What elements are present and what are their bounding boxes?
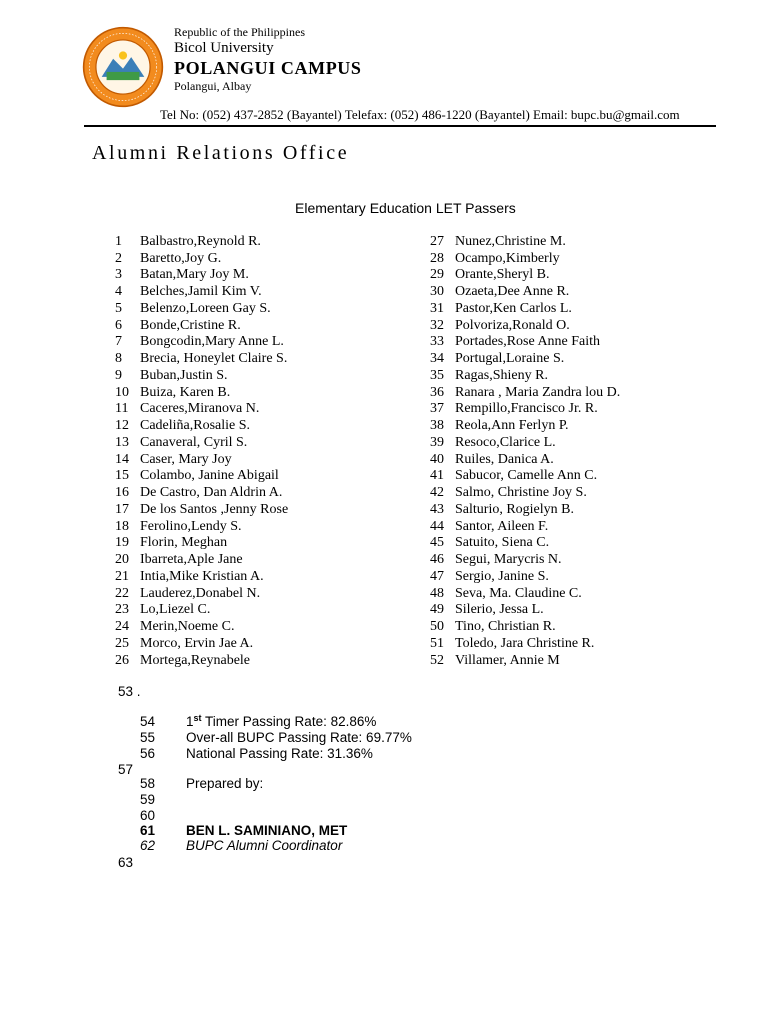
- list-item-name: Ruiles, Danica A.: [455, 451, 554, 467]
- list-item: [115, 451, 232, 468]
- line-number: 59: [140, 792, 156, 807]
- list-item: [430, 333, 601, 350]
- list-item-number: 44: [430, 518, 444, 534]
- list-item-number: 20: [115, 552, 129, 568]
- list-item-name: Polvoriza,Ronald O.: [455, 317, 570, 333]
- list-item: [115, 333, 284, 350]
- list-item-number: 32: [430, 317, 444, 333]
- list-item-number: 36: [430, 384, 444, 400]
- list-item-number: 1: [115, 234, 122, 249]
- list-item-number: 49: [430, 602, 444, 618]
- list-item-name: Nunez,Christine M.: [455, 234, 566, 249]
- document-title: Elementary Education LET Passers: [295, 200, 516, 216]
- list-item: [115, 417, 251, 434]
- list-item: [430, 568, 549, 585]
- list-item: [430, 317, 570, 334]
- list-item-name: Toledo, Jara Christine R.: [455, 635, 595, 651]
- list-item-number: 42: [430, 485, 444, 501]
- list-item-name: Mortega,Reynabele: [140, 652, 251, 668]
- list-item: [115, 534, 228, 551]
- list-item-name: Silerio, Jessa L.: [455, 602, 544, 618]
- list-item: [430, 585, 582, 602]
- list-item-name: Buban,Justin S.: [140, 367, 228, 383]
- list-item-number: 24: [115, 619, 129, 635]
- list-item: [430, 501, 574, 518]
- list-item-name: Batan,Mary Joy M.: [140, 267, 249, 283]
- list-item-name: Sergio, Janine S.: [455, 568, 549, 584]
- list-item-name: Bongcodin,Mary Anne L.: [140, 334, 284, 350]
- list-item-name: Santor, Aileen F.: [455, 518, 549, 534]
- list-item-number: 6: [115, 317, 122, 333]
- list-item-name: Sabucor, Camelle Ann C.: [455, 468, 598, 484]
- list-item-name: Lauderez,Donabel N.: [140, 585, 261, 601]
- list-item-number: 3: [115, 267, 122, 283]
- list-item: [430, 652, 560, 669]
- list-item: [115, 266, 249, 283]
- list-item-name: Satuito, Siena C.: [455, 535, 550, 551]
- list-item: [430, 601, 544, 618]
- list-item-name: Belches,Jamil Kim V.: [140, 284, 262, 300]
- overall-rate: Over-all BUPC Passing Rate: 69.77%: [186, 730, 412, 745]
- list-item-number: 9: [115, 367, 122, 383]
- list-item-number: 2: [115, 250, 122, 266]
- list-item-name: Morco, Ervin Jae A.: [140, 635, 254, 651]
- list-item-number: 21: [115, 568, 129, 584]
- list-item: [430, 518, 549, 535]
- list-item: [430, 266, 550, 283]
- list-item: [430, 250, 560, 267]
- list-item: [430, 451, 554, 468]
- list-item-number: 50: [430, 619, 444, 635]
- list-item-name: Buiza, Karen B.: [140, 384, 231, 400]
- list-item-name: Pastor,Ken Carlos L.: [455, 300, 572, 316]
- list-item: [115, 400, 260, 417]
- list-item-number: 23: [115, 602, 129, 618]
- list-item: [115, 317, 241, 334]
- list-item: [115, 350, 288, 367]
- list-item-number: 41: [430, 468, 444, 484]
- list-item-name: Belenzo,Loreen Gay S.: [140, 300, 271, 316]
- list-item: [115, 518, 242, 535]
- list-item-name: Merin,Noeme C.: [140, 619, 235, 635]
- line-53: 53 .: [118, 684, 141, 699]
- list-item-name: Caceres,Miranova N.: [140, 401, 260, 417]
- list-item-number: 12: [115, 418, 129, 434]
- list-item: [430, 300, 572, 317]
- list-item: [115, 300, 271, 317]
- list-item-number: 52: [430, 652, 444, 668]
- list-item-number: 14: [115, 451, 129, 467]
- list-item: [115, 501, 289, 518]
- list-item-name: Seva, Ma. Claudine C.: [455, 585, 582, 601]
- office-name: Alumni Relations Office: [92, 142, 350, 164]
- list-item-number: 7: [115, 334, 122, 350]
- list-item: [115, 618, 235, 635]
- campus-location: Polangui, Albay: [174, 79, 252, 93]
- list-item: [430, 534, 550, 551]
- list-item: [430, 484, 587, 501]
- list-item-name: Reola,Ann Ferlyn P.: [455, 418, 569, 434]
- list-item-number: 48: [430, 585, 444, 601]
- list-item-name: Bonde,Cristine R.: [140, 317, 241, 333]
- list-item: [430, 434, 556, 451]
- list-item-number: 40: [430, 451, 444, 467]
- list-item-name: Brecia, Honeylet Claire S.: [140, 351, 288, 367]
- list-item: [430, 551, 562, 568]
- contact-line: Tel No: (052) 437-2852 (Bayantel) Telefax: (052) 486-1220 (Bayantel) Email: bupc.bu@gmail.com: [160, 107, 680, 122]
- list-item-name: Ocampo,Kimberly: [455, 250, 560, 266]
- list-item-number: 31: [430, 300, 444, 316]
- list-item: [430, 467, 598, 484]
- first-timer-rate: 1st Timer Passing Rate: 82.86%: [186, 713, 377, 729]
- list-item-number: 45: [430, 535, 444, 551]
- list-item-number: 17: [115, 501, 129, 517]
- list-item: [430, 384, 621, 401]
- list-item-number: 43: [430, 501, 444, 517]
- list-item: [430, 635, 595, 652]
- list-item-name: Salturio, Rogielyn B.: [455, 501, 574, 517]
- list-item-name: Colambo, Janine Abigail: [140, 468, 279, 484]
- list-item-name: Caser, Mary Joy: [140, 451, 232, 467]
- list-item: [115, 434, 248, 451]
- list-item-number: 35: [430, 367, 444, 383]
- line-number: 62: [140, 838, 156, 853]
- republic-line: Republic of the Philippines: [174, 25, 305, 39]
- list-item: [115, 568, 264, 585]
- line-number: 56: [140, 746, 156, 761]
- list-item: [430, 283, 570, 300]
- list-item-number: 10: [115, 384, 129, 400]
- list-item-number: 33: [430, 334, 444, 350]
- list-item-name: Tino, Christian R.: [455, 619, 556, 635]
- list-item-name: Resoco,Clarice L.: [455, 434, 556, 450]
- list-item-name: Baretto,Joy G.: [140, 250, 222, 266]
- list-item-name: Ibarreta,Aple Jane: [140, 552, 243, 568]
- list-item-name: Orante,Sheryl B.: [455, 267, 550, 283]
- list-item: [430, 367, 548, 384]
- list-item: [430, 400, 598, 417]
- list-item-name: Ozaeta,Dee Anne R.: [455, 284, 570, 300]
- list-item-name: Canaveral, Cyril S.: [140, 434, 248, 450]
- list-item-number: 4: [115, 284, 122, 300]
- list-item: [115, 384, 231, 401]
- list-item-name: Portades,Rose Anne Faith: [455, 334, 601, 350]
- list-item-name: De los Santos ,Jenny Rose: [140, 501, 289, 517]
- line-number: 54: [140, 714, 156, 729]
- list-item-number: 47: [430, 568, 444, 584]
- list-item-number: 38: [430, 418, 444, 434]
- signatory-name: BEN L. SAMINIANO, MET: [186, 823, 348, 838]
- university-name: Bicol University: [174, 40, 274, 56]
- list-item: [115, 551, 243, 568]
- list-item-number: 34: [430, 351, 444, 367]
- list-item: [115, 250, 222, 267]
- list-item: [115, 283, 262, 300]
- list-item-number: 8: [115, 351, 122, 367]
- list-item-number: 11: [115, 401, 129, 417]
- list-item-name: Ragas,Shieny R.: [455, 367, 548, 383]
- list-item-name: Intia,Mike Kristian A.: [140, 568, 264, 584]
- list-item-number: 22: [115, 585, 129, 601]
- line-number: 57: [118, 762, 134, 777]
- line-number: 60: [140, 808, 156, 823]
- list-item: [430, 417, 569, 434]
- list-item-number: 26: [115, 652, 129, 668]
- list-item: [115, 601, 211, 618]
- list-item: [115, 484, 283, 501]
- list-item-number: 46: [430, 552, 444, 568]
- list-item-number: 18: [115, 518, 129, 534]
- list-item-number: 13: [115, 434, 129, 450]
- list-item-number: 29: [430, 267, 444, 283]
- list-item-number: 19: [115, 535, 129, 551]
- list-item: [430, 618, 556, 635]
- list-item-number: 27: [430, 234, 444, 249]
- list-item-name: Lo,Liezel C.: [140, 602, 211, 618]
- list-item-number: 25: [115, 635, 129, 651]
- prepared-by-label: Prepared by:: [186, 776, 264, 791]
- list-item-name: Segui, Marycris N.: [455, 552, 562, 568]
- list-item: [115, 635, 254, 652]
- list-item-number: 28: [430, 250, 444, 266]
- list-item: [115, 585, 261, 602]
- line-number: 63: [118, 855, 134, 870]
- list-item-name: Ferolino,Lendy S.: [140, 518, 242, 534]
- list-item-name: Rempillo,Francisco Jr. R.: [455, 401, 598, 417]
- line-number: 58: [140, 776, 156, 791]
- list-item-number: 15: [115, 468, 129, 484]
- list-item-name: Florin, Meghan: [140, 535, 228, 551]
- list-item: [430, 350, 565, 367]
- list-item-name: Portugal,Loraine S.: [455, 351, 565, 367]
- list-item: [115, 367, 228, 384]
- list-item-name: Balbastro,Reynold R.: [140, 234, 261, 249]
- list-item-number: 5: [115, 300, 122, 316]
- list-item-name: Cadeliña,Rosalie S.: [140, 418, 251, 434]
- list-item-number: 30: [430, 284, 444, 300]
- list-item-name: De Castro, Dan Aldrin A.: [140, 485, 283, 501]
- list-item-name: Ranara , Maria Zandra lou D.: [455, 384, 621, 400]
- list-item-name: Villamer, Annie M: [455, 652, 560, 668]
- signatory-role: BUPC Alumni Coordinator: [186, 838, 343, 853]
- list-item-number: 16: [115, 485, 129, 501]
- list-item: [115, 652, 251, 669]
- line-number: 61: [140, 823, 156, 838]
- list-item-number: 51: [430, 635, 444, 651]
- campus-name: POLANGUI CAMPUS: [174, 58, 362, 78]
- line-number: 55: [140, 730, 156, 745]
- list-item-number: 37: [430, 401, 444, 417]
- list-item: [115, 467, 279, 484]
- list-item: [430, 233, 566, 250]
- list-item-name: Salmo, Christine Joy S.: [455, 485, 587, 501]
- list-item: [115, 233, 261, 250]
- national-rate: National Passing Rate: 31.36%: [186, 746, 373, 761]
- list-item-number: 39: [430, 434, 444, 450]
